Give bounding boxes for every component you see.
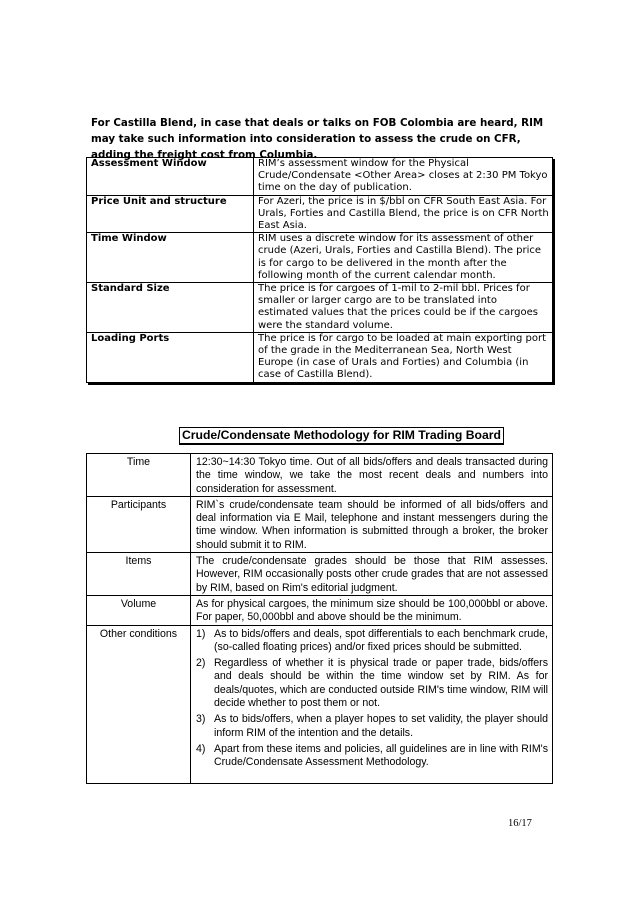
page-number: 16/17 xyxy=(508,818,532,829)
table-row xyxy=(87,283,553,333)
table-row xyxy=(87,496,553,552)
list-item xyxy=(196,657,548,710)
list-text: As to bids/offers, when a player hopes to set validity, the player should inform RIM of the intention and the details. xyxy=(214,713,548,739)
assessment-specs-table xyxy=(86,157,553,383)
row-value: The price is for cargoes of 1-mil to 2-mil bbl. Prices for smaller or larger cargo are to be translated into estimated values that the prices could be if the cargoes were the standard volume. xyxy=(254,283,553,333)
row-label: Time Window xyxy=(87,233,254,283)
list-number: 1) xyxy=(196,627,206,640)
table-row xyxy=(87,233,553,283)
table-row xyxy=(87,454,553,497)
row-label: Assessment Window xyxy=(87,158,254,196)
table-row xyxy=(87,595,553,625)
row-value: As for physical cargoes, the minimum size should be 100,000bbl or above. For paper, 50,000bbl and above should be the minimum. xyxy=(191,595,553,625)
table-row xyxy=(87,332,553,382)
table-row xyxy=(87,625,553,783)
list-number: 4) xyxy=(196,742,206,755)
row-value: RIM uses a discrete window for its assessment of other crude (Azeri, Urals, Forties and Castilla Blend). The price is for cargo to be delivered in the month after the following month of the current calendar month. xyxy=(254,233,553,283)
row-label: Price Unit and structure xyxy=(87,195,254,233)
row-label: Volume xyxy=(87,595,191,625)
intro-paragraph: For Castilla Blend, in case that deals or talks on FOB Colombia are heard, RIM may take such information into consideration to assess the crude on CFR, adding the freight cost from Columbia. xyxy=(91,117,544,162)
table-row xyxy=(87,195,553,233)
row-value: The crude/condensate grades should be those that RIM assesses. However, RIM occasionally posts other crude grades that are not assessed by RIM, based on Rim's editorial judgment. xyxy=(191,553,553,596)
section-heading: Crude/Condensate Methodology for RIM Trading Board xyxy=(179,427,504,445)
row-label: Time xyxy=(87,454,191,497)
list-number: 2) xyxy=(196,657,206,670)
row-label: Loading Ports xyxy=(87,332,254,382)
list-number: 3) xyxy=(196,713,206,726)
table-row xyxy=(87,158,553,196)
conditions-list xyxy=(196,628,548,783)
row-value: RIM’s assessment window for the Physical Crude/Condensate <Other Area> closes at 2:30 PM Tokyo time on the day of publication. xyxy=(254,158,553,196)
row-label: Other conditions xyxy=(87,625,191,783)
row-label: Standard Size xyxy=(87,283,254,333)
other-conditions-list-cell xyxy=(191,625,553,783)
row-value: 12:30~14:30 Tokyo time. Out of all bids/offers and deals transacted during the time window, we take the most recent deals and numbers into consideration for assessment. xyxy=(191,454,553,497)
list-text: As to bids/offers and deals, spot differentials to each benchmark crude, (so-called floating prices) and/or fixed prices should be submitted. xyxy=(214,627,548,653)
list-item xyxy=(196,743,548,770)
list-item xyxy=(196,713,548,740)
row-label: Items xyxy=(87,553,191,596)
row-label: Participants xyxy=(87,496,191,552)
list-text: Apart from these items and policies, all guidelines are in line with RIM's Crude/Condensate Assessment Methodology. xyxy=(214,742,548,769)
row-value: RIM`s crude/condensate team should be informed of all bids/offers and deal information via E Mail, telephone and instant messengers during the time window. When information is submitted through a broker, the broker should submit it to RIM. xyxy=(191,496,553,552)
table-row xyxy=(87,553,553,596)
list-item xyxy=(196,628,548,655)
row-value: For Azeri, the price is in $/bbl on CFR South East Asia. For Urals, Forties and Castilla Blend, the price is on CFR North East Asia. xyxy=(254,195,553,233)
list-text: Regardless of whether it is physical trade or paper trade, bids/offers and deals should be within the time window set by RIM. As for deals/quotes, which are conducted outside RIM's time window, RIM will decide whether to post them or not. xyxy=(214,657,548,710)
row-value: The price is for cargo to be loaded at main exporting port of the grade in the Mediterranean Sea, North West Europe (in case of Urals and Forties) and Columbia (in case of Castilla Blend). xyxy=(254,332,553,382)
trading-board-table xyxy=(86,453,553,784)
